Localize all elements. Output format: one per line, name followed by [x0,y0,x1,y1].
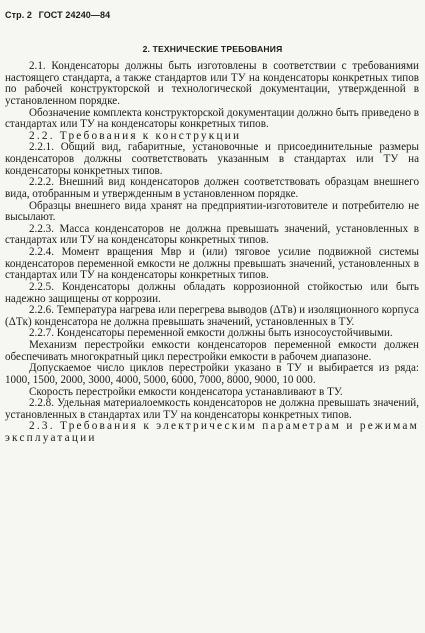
paragraph-cycles: Допускаемое число циклов перестройки указано в ТУ и выбирается из ряда: 1000, 1500, 2000, 3000, 4000, 5000, 6000, 7000, 8000, 9000, 10 000. [5,362,419,386]
section-title: 2. ТЕХНИЧЕСКИЕ ТРЕБОВАНИЯ [142,44,283,54]
paragraph-speed: Скорость перестройки емкости конденсатора устанавливают в ТУ. [29,385,343,398]
page-label: Стр. 2 [5,10,33,20]
paragraph-2-2-4: 2.2.4. Момент вращения Mвр и (или) тяговое усилие подвижной системы конденсаторов переменной емкости не должны превышать значений, установленных в стандартах или ТУ на конденсаторы конкретных типов. [5,246,419,282]
document-body [5,61,419,445]
paragraph-2-2-8: 2.2.8. Удельная материалоемкость конденсаторов не должна превышать значений, установленных в стандартах или ТУ на конденсаторы конкретных типов. [5,397,419,421]
paragraph-mechanism: Механизм перестройки емкости конденсаторов переменной емкости должен обеспечивать многократный цикл перестройки емкости в рабочем диапазоне. [5,339,419,363]
heading-2-3: 2.3. Требования к электрическим параметрам и режимам эксплуатации [5,420,419,444]
paragraph-designation: Обозначение комплекта конструкторской документации должно быть приведено в стандартах или ТУ на конденсаторы конкретных типов. [5,106,419,131]
running-header [5,10,114,20]
paragraph-2-1: 2.1. Конденсаторы должны быть изготовлены в соответствии с требованиями настоящего стандарта, а также стандартов или ТУ на конденсаторы конкретных типов по рабочей конструкторской и технологической документации, утвержденной в установленном порядке. [5,60,419,107]
paragraph-samples: Образцы внешнего вида хранят на предприятии-изготовителе и потребителю не высылают. [5,199,419,224]
paragraph-2-2-2: 2.2.2. Внешний вид конденсаторов должен соответствовать образцам внешнего вида, отобранным и утвержденным в установленном порядке. [5,176,419,200]
paragraph-2-2-5: 2.2.5. Конденсаторы должны обладать коррозионной стойкостью или быть надежно защищены от коррозии. [5,280,419,305]
heading-2-2: 2.2. Требования к конструкции [29,129,242,142]
paragraph-2-2-3: 2.2.3. Масса конденсаторов не должна превышать значений, установленных в стандартах или ТУ на конденсаторы конкретных типов. [5,222,419,247]
paragraph-2-2-6: 2.2.6. Температура нагрева или перегрева выводов (ΔTв) и изоляционного корпуса (ΔTк) конденсатора не должна превышать значений, установленных в ТУ. [5,304,419,328]
standard-number: ГОСТ 24240—84 [38,10,111,20]
paragraph-2-2-7: 2.2.7. Конденсаторы переменной емкости должны быть износоустойчивыми. [29,327,393,340]
paragraph-2-2-1: 2.2.1. Общий вид, габаритные, установочные и присоединительные размеры конденсаторов должны соответствовать указанным в стандартах или ТУ на конденсаторы конкретных типов. [5,141,419,177]
